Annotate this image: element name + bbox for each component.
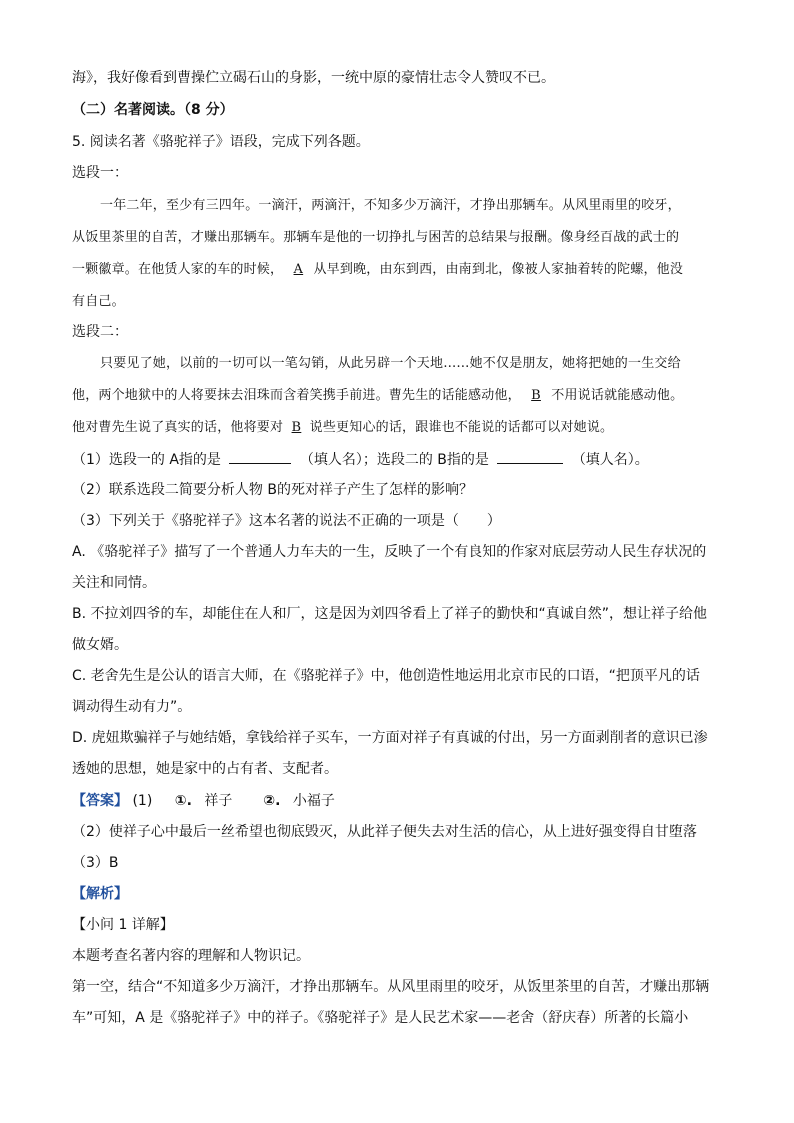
passage1-line-2: 从饭里茶里的自苦，才赚出那辆车。那辆车是他的一切挣扎与困苦的总结果与报酬。像身经百战的武士的	[72, 230, 680, 245]
passage2-marker-b-2: B	[291, 420, 302, 435]
option-d-line-1: D. 虎妞欺骗祥子与她结婚，拿钱给祥子买车，一方面对祥子有真诚的付出，另一方面剥削者的意识已渗	[72, 730, 708, 746]
answer-marker-2: ②.	[263, 793, 281, 809]
passage1-line-3-text: 一颗徽章。在他赁人家的车的时候，	[72, 262, 284, 277]
answer-1-value-1: 祥子	[204, 793, 233, 809]
answer-line-3: （3）B	[72, 855, 119, 871]
answer-label: 【答案】	[72, 793, 128, 809]
section-title: （二）名著阅读。（8 分）	[72, 102, 234, 118]
answer-1-prefix: (1)	[132, 793, 153, 809]
option-b-line-2: 做女婿。	[72, 637, 128, 653]
analysis-line-2: 第一空，结合“不知道多少万滴汗，才挣出那辆车。从风里雨里的咬牙，从饭里茶里的自苦，才赚出那辆	[72, 979, 710, 995]
passage1-line-4: 有自己。	[72, 294, 125, 309]
option-b-line-1: B. 不拉刘四爷的车，却能住在人和厂，这是因为刘四爷看上了祥子的勤快和“真诚自然”，想让祥子给他	[72, 606, 708, 622]
q1-part3: （填人名）。	[571, 452, 649, 468]
answer-line-2: （2）使祥子心中最后一丝希望也彻底毁灭，从此祥子便失去对生活的信心，从上进好强变得自甘堕落	[72, 824, 697, 840]
analysis-line-3: 车”可知，A 是《骆驼祥子》中的祥子。《骆驼祥子》是人民艺术家——老舍（舒庆春）所著的长篇小	[72, 1010, 689, 1026]
passage2-line-3-rest: 说些更知心的话，跟谁也不能说的话都可以对她说。	[309, 420, 614, 435]
analysis-subtitle: 【小问 1 详解】	[72, 917, 174, 933]
passage2-line-3	[72, 418, 732, 438]
sub-question-2: （2）联系选段二简要分析人物 B的死对祥子产生了怎样的影响？	[72, 482, 473, 498]
passage1-marker-a: A	[293, 262, 304, 277]
answer-marker-1: ①.	[174, 793, 192, 809]
answer-line-1	[72, 791, 732, 811]
passage1-label: 选段一：	[72, 165, 128, 181]
passage1-line-3-rest: 从早到晚，由东到西，由南到北，像被人家抽着转的陀螺，他没	[313, 262, 684, 277]
passage2-marker-b-1: B	[531, 388, 541, 403]
passage2-line-2-rest: 不用说话就能感动他。	[551, 388, 684, 403]
passage1-line-3	[72, 260, 732, 280]
question-5: 5. 阅读名著《骆驼祥子》语段，完成下列各题。	[72, 134, 370, 150]
option-d-line-2: 透她的思想，她是家中的占有者、支配者。	[72, 761, 338, 777]
option-c-line-2: 调动得生动有力”。	[72, 699, 192, 715]
q1-part1: （1）选段一的 A指的是	[72, 452, 221, 468]
passage2-line-1: 只要见了她，以前的一切可以一笔勾销，从此另辟一个天地……她不仅是朋友，她将把她的一生交给	[100, 356, 681, 371]
q1-part2: （填人名）；选段二的 B指的是	[299, 452, 489, 468]
passage2-line-3-text: 他对曹先生说了真实的话，他将要对	[72, 420, 284, 435]
analysis-line-1: 本题考查名著内容的理解和人物识记。	[72, 948, 310, 964]
option-a-line-2: 关注和同情。	[72, 575, 156, 591]
answer-blank-a[interactable]	[229, 449, 291, 464]
option-c-line-1: C. 老舍先生是公认的语言大师，在《骆驼祥子》中，他创造性地运用北京市民的口语，“把顶平凡的话	[72, 668, 700, 684]
answer-blank-b[interactable]	[497, 449, 563, 464]
passage2-line-2-text: 他，两个地狱中的人将要抹去泪珠而含着笑携手前进。曹先生的话能感动他，	[72, 388, 521, 403]
option-a-line-1: A. 《骆驼祥子》描写了一个普通人力车夫的一生，反映了一个有良知的作家对底层劳动人民生存状况的	[72, 544, 707, 560]
intro-line: 海》，我好像看到曹操伫立碣石山的身影，一统中原的豪情壮志令人赞叹不已。	[72, 70, 555, 86]
sub-question-1	[72, 449, 732, 470]
passage1-line-1: 一年二年，至少有三四年。一滴汗，两滴汗，不知多少万滴汗，才挣出那辆车。从风里雨里的咬牙，	[100, 198, 681, 213]
analysis-label: 【解析】	[72, 886, 128, 902]
sub-question-3: （3）下列关于《骆驼祥子》这本名著的说法不正确的一项是（ ）	[72, 513, 501, 529]
passage2-line-2	[72, 386, 732, 406]
passage2-label: 选段二：	[72, 324, 128, 340]
answer-1-value-2: 小福子	[292, 793, 335, 809]
